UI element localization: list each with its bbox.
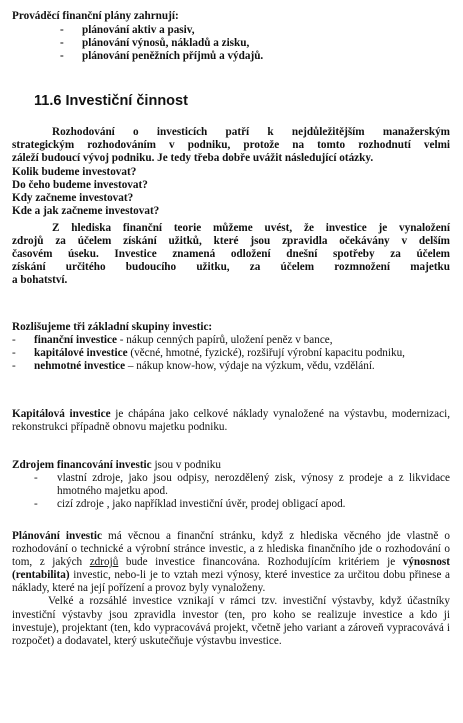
paragraph-line: Z hlediska finanční teorie můžeme uvést, že investice je vynaložení bbox=[52, 222, 450, 234]
section-title: 11.6 Investiční činnost bbox=[34, 93, 188, 109]
paragraph-line: získání určitého budoucího užitku, za účelem rozmnožení majetku bbox=[12, 261, 450, 274]
source-text: vlastní zdroje, jako jsou odpisy, nerozdělený zisk, výnosy z prodeje a z likvidace hmotného majetku apod. bbox=[57, 472, 450, 498]
intro-heading: Prováděcí finanční plány zahrnují: bbox=[12, 10, 179, 22]
term: Plánování investic bbox=[12, 530, 102, 542]
groups-heading: Rozlišujeme tři základní skupiny investic: bbox=[12, 321, 213, 333]
group-text: - nákup cenných papírů, uložení peněz v bance, bbox=[116, 334, 333, 347]
question: Kde a jak začneme investovat? bbox=[12, 205, 160, 218]
paragraph-line: strategickým rozhodováním v podniku, protože na tomto rozhodnutí velmi bbox=[12, 139, 450, 152]
group-term: nehmotné investice bbox=[34, 360, 126, 373]
question: Kolik budeme investovat? bbox=[12, 166, 137, 178]
list-item: - finanční investice - nákup cenných papírů, uložení peněz v bance, bbox=[12, 334, 333, 347]
underlined-word: zdrojů bbox=[89, 556, 119, 569]
question: Do čeho budeme investovat? bbox=[12, 179, 148, 192]
intro-item-text: plánování výnosů, nákladů a zisku, bbox=[82, 37, 250, 50]
intro-item-text: plánování aktiv a pasiv, bbox=[82, 24, 195, 36]
source-text: cizí zdroje , jako například investiční úvěr, prodej obligací apod. bbox=[57, 498, 346, 511]
paragraph-capital-investment bbox=[12, 408, 450, 434]
list-item: - nehmotné investice – nákup know-how, výdaje na výzkum, vědu, vzdělání. bbox=[12, 360, 375, 373]
list-item: - cizí zdroje , jako například investiční úvěr, prodej obligací apod. bbox=[34, 498, 450, 511]
paragraph-decisions bbox=[12, 126, 450, 165]
intro-list-item: - plánování aktiv a pasiv, bbox=[60, 24, 195, 36]
groups-list bbox=[12, 334, 450, 373]
paragraph-text: Velké a rozsáhlé investice vznikají v rámci tzv. investiční výstavby, když účastníky investiční výstavby jsou zpravidla investor (ten, pro koho se realizuje investice a kdo ji investuje), projektant (ten, kdo vypracovává projekt, včetně jeho variant a zároveň vypracovává i rozpočet) a dodavatel, který uskutečňuje výstavbu investice. bbox=[12, 595, 450, 647]
paragraph-line: a bohatství. bbox=[12, 274, 68, 287]
intro-list-item: - plánování výnosů, nákladů a zisku, bbox=[60, 37, 250, 50]
term: výnosnost (rentabilita) bbox=[12, 556, 450, 582]
investment-groups bbox=[12, 321, 450, 373]
paragraph-line: Rozhodování o investicích patří k nejdůležitějším manažerským bbox=[52, 126, 450, 138]
group-term: kapitálové investice bbox=[34, 347, 128, 360]
term: Zdrojem financování investic bbox=[12, 459, 152, 471]
paragraph-text: má věcnou a finanční stránku, když z hlediska věcného jde vlastně o rozhodování o technické a výrobní stránce investic, a z hlediska finančního jde o rozhodování o tom, z jakých bbox=[12, 530, 450, 569]
sources-list bbox=[34, 472, 450, 511]
intro-list-item: - plánování peněžních příjmů a výdajů. bbox=[60, 50, 264, 63]
question: Kdy začneme investovat? bbox=[12, 192, 134, 205]
intro-list bbox=[60, 24, 440, 63]
financing-sources bbox=[12, 459, 450, 511]
question-list bbox=[12, 166, 450, 218]
paragraph-definition bbox=[12, 222, 450, 287]
paragraph-line: zdrojů za účelem získání užitků, které jsou zpravidla očekávány v delším bbox=[12, 235, 450, 248]
intro-item-text: plánování peněžních příjmů a výdajů. bbox=[82, 50, 264, 63]
group-text: – nákup know-how, výdaje na výzkum, vědu, vzdělání. bbox=[125, 360, 375, 373]
list-item: - vlastní zdroje, jako jsou odpisy, nerozdělený zisk, výnosy z prodeje a z likvidace hmotného majetku apod. bbox=[34, 472, 450, 498]
list-item: - kapitálové investice (věcné, hmotné, fyzické), rozšiřují výrobní kapacitu podniku, bbox=[12, 347, 405, 360]
paragraph-planning bbox=[12, 530, 450, 648]
group-term: finanční investice bbox=[34, 334, 117, 347]
term: Kapitálová investice bbox=[12, 408, 111, 420]
paragraph-line: záleží budoucí vývoj podniku. Je tedy třeba dobře uvážit následující otázky. bbox=[12, 152, 374, 165]
group-text: (věcné, hmotné, fyzické), rozšiřují výrobní kapacitu podniku, bbox=[127, 347, 405, 360]
paragraph-text: investic, nebo-li je to vztah mezi výnosy, které investice za určitou dobu přinese a náklady, které na její pořízení a provoz byly vynaloženy. bbox=[12, 569, 450, 595]
paragraph-text: je chápána jako celkové náklady vynaložené na výstavbu, modernizaci, rekonstrukci případně obnovu majetku podniku. bbox=[12, 408, 450, 434]
paragraph-line: časovém úseku. Investice znamená odložení dnešní spotřeby za účelem bbox=[12, 248, 450, 261]
paragraph-text: bude investice financována. Rozhodujícím kritériem je bbox=[118, 556, 403, 569]
paragraph-text: jsou v podniku bbox=[151, 459, 221, 471]
